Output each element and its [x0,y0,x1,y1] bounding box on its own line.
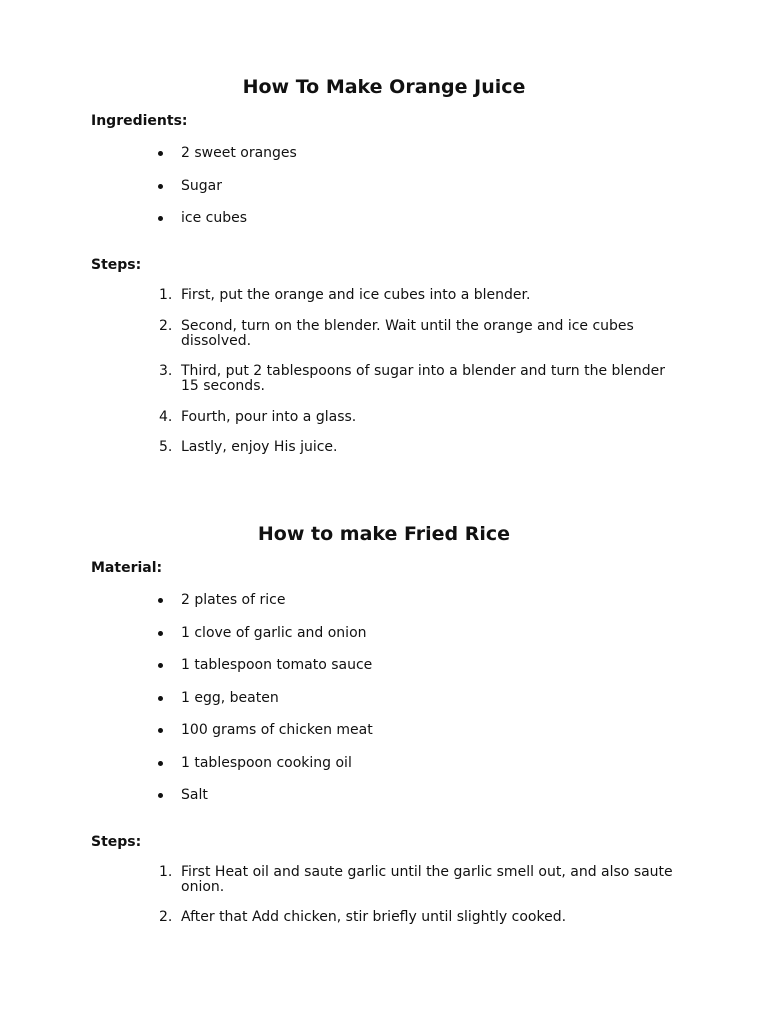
list-item: Salt [0,787,768,820]
list-item: 2 plates of rice [0,592,768,625]
bullet-icon [158,696,163,701]
list-item: 1 clove of garlic and onion [0,625,768,658]
list-item: ice cubes [0,210,768,243]
steps-label: Steps: [91,257,142,273]
list-item: 100 grams of chicken meat [0,722,768,755]
steps-list [0,288,768,471]
bullet-icon [158,151,163,156]
list-item: 2 sweet oranges [0,145,768,178]
recipe-title: How To Make Orange Juice [242,76,526,98]
ingredients-list [0,145,768,243]
bullet-icon [158,631,163,636]
list-item: 1. First Heat oil and saute garlic until the garlic smell out, and also saute onion. [159,864,673,895]
list-item: Sugar [0,178,768,211]
bullet-icon [158,728,163,733]
list-item: 5. Lastly, enjoy His juice. [159,439,338,455]
bullet-icon [158,216,163,221]
material-list [0,592,768,820]
list-item: 1 egg, beaten [0,690,768,723]
ingredients-label: Ingredients: [91,113,188,129]
material-label: Material: [91,560,163,576]
recipe-title: How to make Fried Rice [257,523,511,545]
steps-list [0,865,768,940]
list-item: 4. Fourth, pour into a glass. [159,408,357,425]
list-item: 1 tablespoon cooking oil [0,755,768,788]
bullet-icon [158,793,163,798]
list-item: 2. Second, turn on the blender. Wait until the orange and ice cubes dissolved. [159,317,634,349]
bullet-icon [158,598,163,603]
list-item: 1 tablespoon tomato sauce [0,657,768,690]
bullet-icon [158,663,163,668]
bullet-icon [158,184,163,189]
bullet-icon [158,761,163,766]
list-item: 3. Third, put 2 tablespoons of sugar into a blender and turn the blender 15 seconds. [159,363,666,394]
list-item: 1. First, put the orange and ice cubes into a blender. [159,287,531,303]
list-item: 2. After that Add chicken, stir briefly until slightly cooked. [159,909,567,925]
steps-label: Steps: [91,834,142,850]
